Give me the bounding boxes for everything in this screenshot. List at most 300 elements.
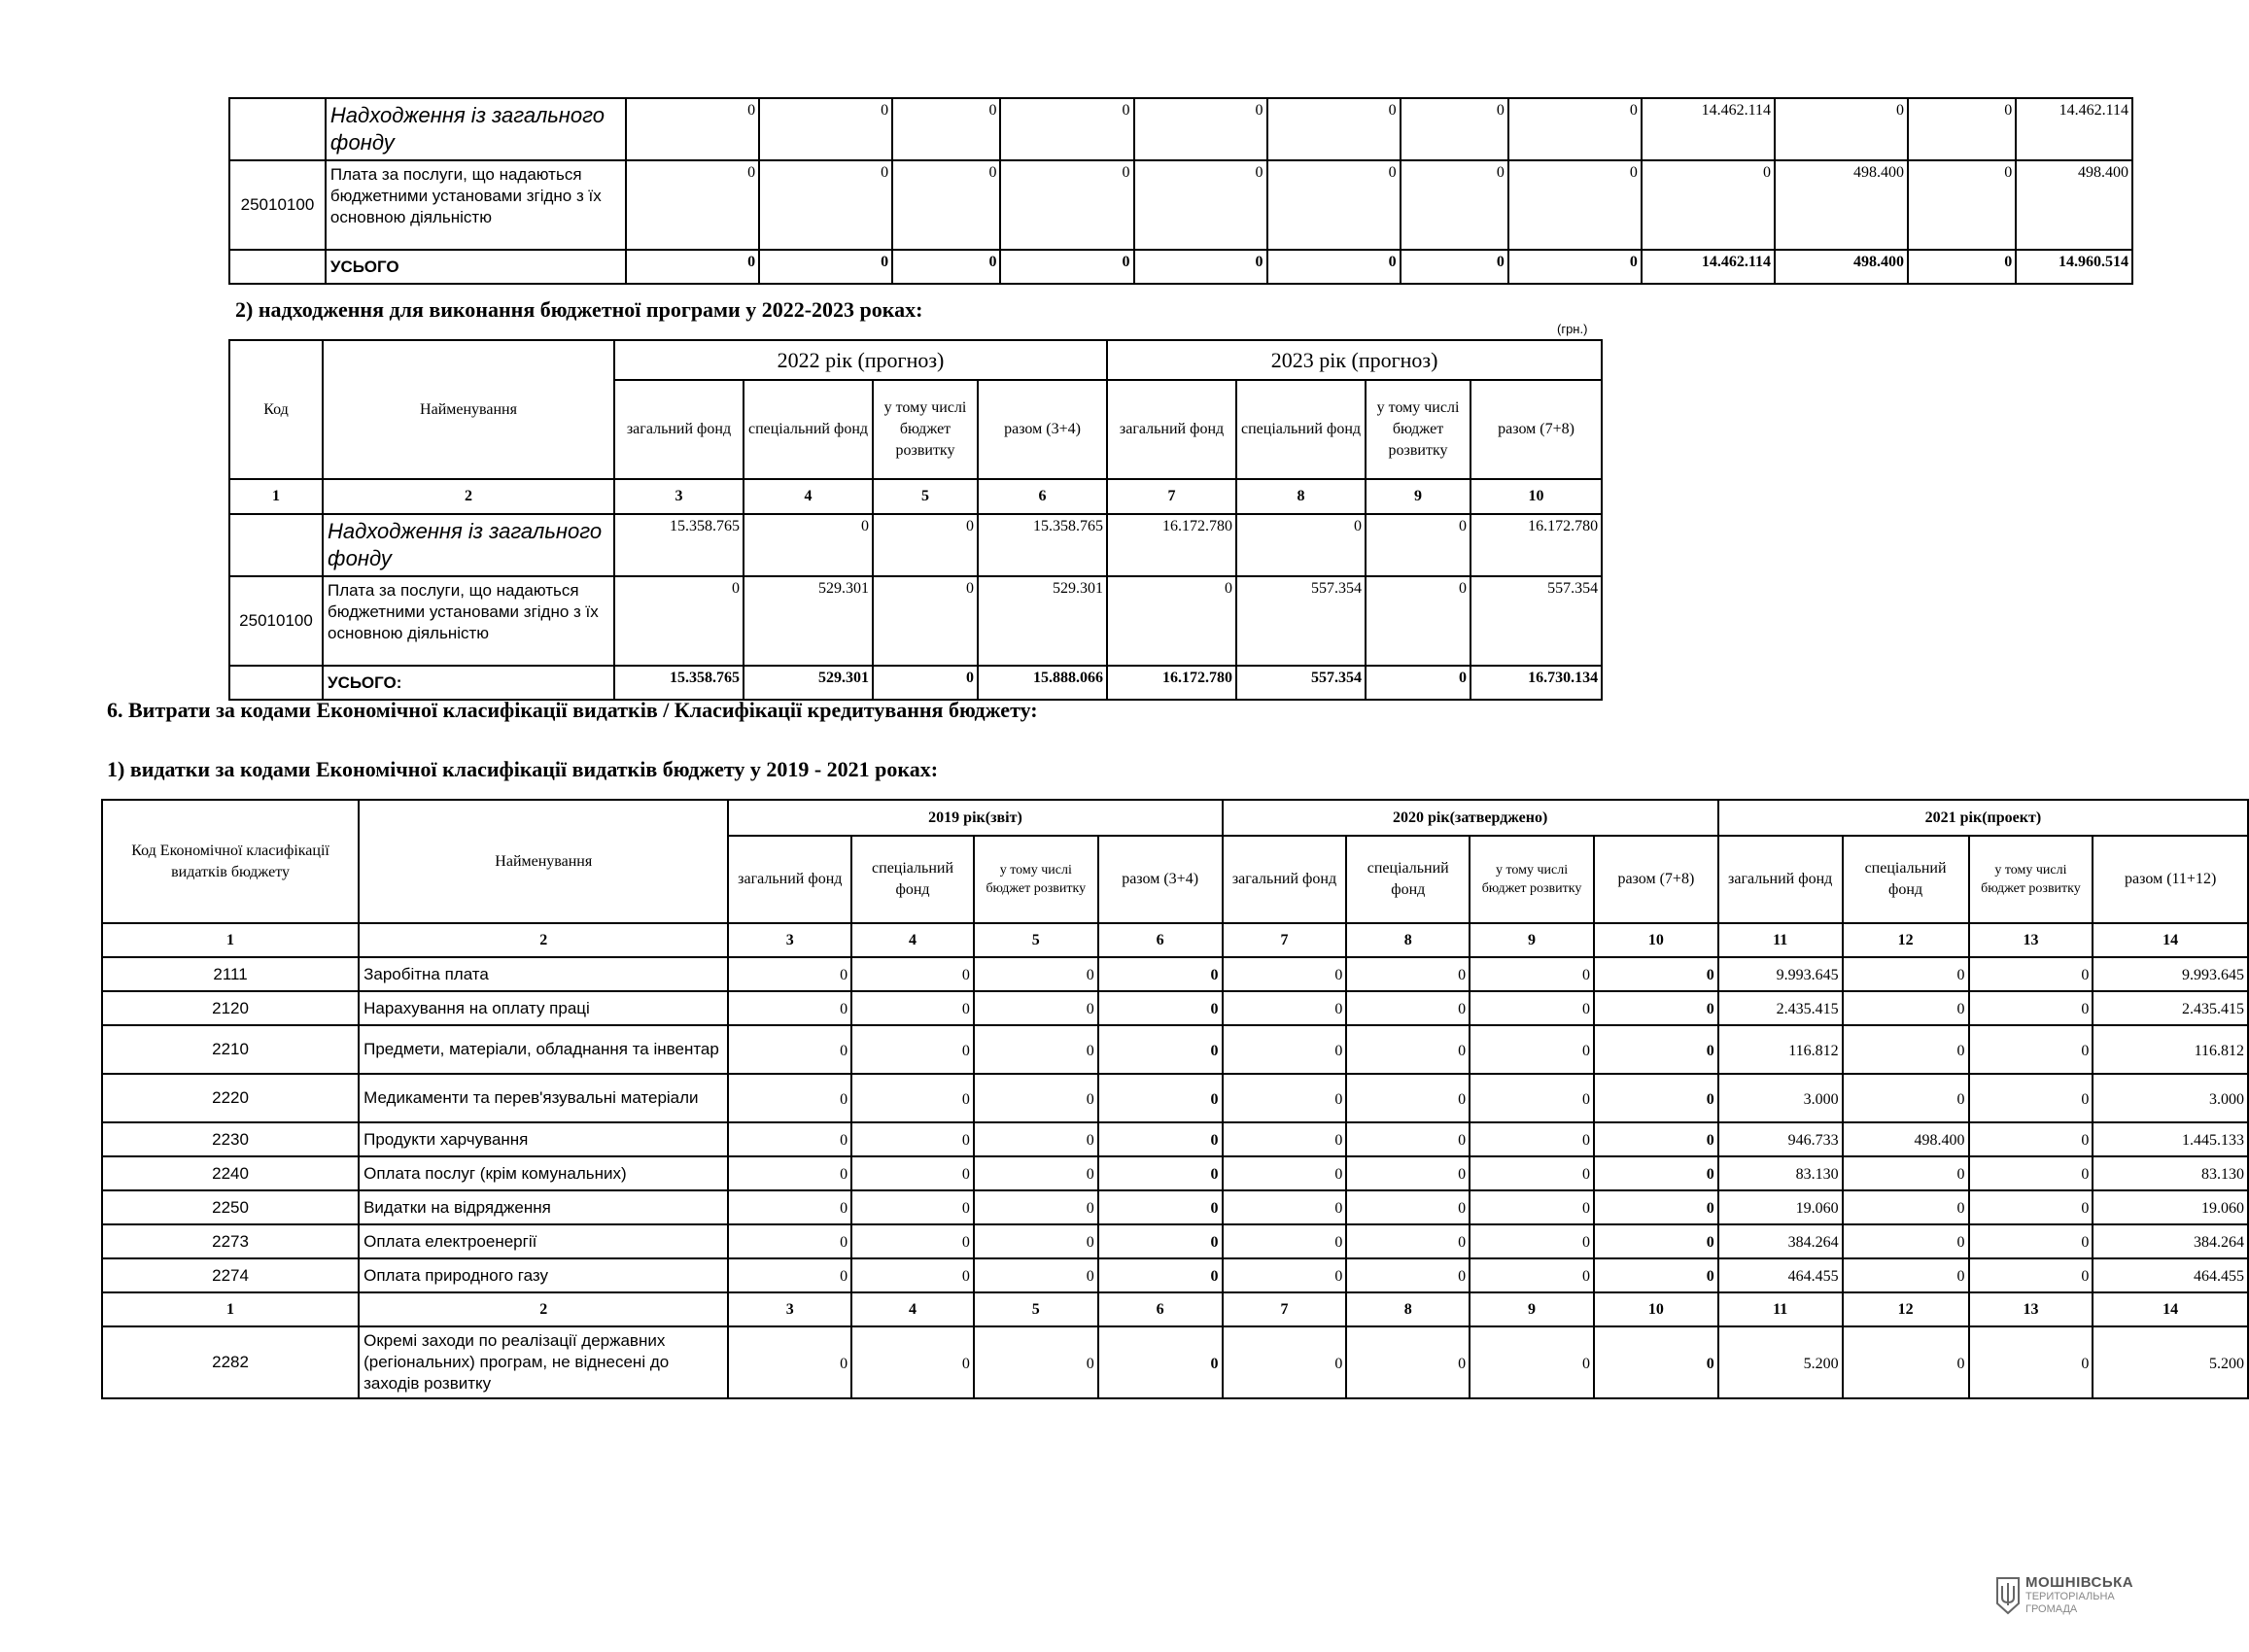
- subheader-4: спеціальний фонд: [744, 380, 873, 479]
- value-cell: 14.462.114: [1642, 250, 1775, 284]
- value-cell: 0: [974, 1156, 1098, 1190]
- value-cell: 0: [728, 1258, 851, 1292]
- subheader-3: загальний фонд: [728, 836, 851, 923]
- section-2-heading: 2) надходження для виконання бюджетної програми у 2022-2023 роках:: [235, 297, 923, 322]
- row-code: 2274: [102, 1258, 359, 1292]
- value-cell: 0: [1223, 1258, 1347, 1292]
- row-name: Надходження із загального фонду: [323, 514, 614, 576]
- value-cell: 0: [1098, 1224, 1223, 1258]
- value-cell: 83.130: [2093, 1156, 2248, 1190]
- value-cell: 0: [851, 1156, 974, 1190]
- value-cell: 0: [1470, 1258, 1594, 1292]
- value-cell: 0: [1508, 250, 1642, 284]
- row-code: 2120: [102, 991, 359, 1025]
- column-number: 7: [1223, 1292, 1347, 1326]
- value-cell: 83.130: [1718, 1156, 1843, 1190]
- value-cell: 0: [728, 1074, 851, 1122]
- value-cell: 0: [1843, 1074, 1969, 1122]
- column-number: 11: [1718, 1292, 1843, 1326]
- section-6-heading: 6. Витрати за кодами Економічної класифікації видатків / Класифікації кредитування бюджету:: [107, 698, 1038, 722]
- value-cell: 0: [1969, 1025, 2093, 1074]
- value-cell: 0: [1969, 1224, 2093, 1258]
- subheader-7: загальний фонд: [1223, 836, 1347, 923]
- value-cell: 0: [626, 160, 759, 250]
- table-row: [229, 98, 2132, 160]
- table-row: [102, 1074, 2248, 1122]
- column-number: 4: [851, 923, 974, 957]
- value-cell: 0: [1594, 1258, 1718, 1292]
- value-cell: 498.400: [1843, 1122, 1969, 1156]
- income-2021-table: [228, 97, 2133, 285]
- value-cell: 464.455: [2093, 1258, 2248, 1292]
- value-cell: 3.000: [2093, 1074, 2248, 1122]
- value-cell: 0: [1223, 1224, 1347, 1258]
- value-cell: 0: [728, 957, 851, 991]
- value-cell: 0: [1969, 1326, 2093, 1398]
- expenses-table-clip: [101, 799, 2244, 1406]
- table-row: [229, 160, 2132, 250]
- value-cell: 0: [1134, 160, 1267, 250]
- subheader-7: загальний фонд: [1107, 380, 1236, 479]
- value-cell: 16.172.780: [1470, 514, 1602, 576]
- value-cell: 0: [1098, 957, 1223, 991]
- subheader-5: у тому числі бюджет розвитку: [974, 836, 1098, 923]
- section-6-subheading: 1) видатки за кодами Економічної класифікації видатків бюджету у 2019 - 2021 роках:: [107, 757, 939, 781]
- table-row: [229, 514, 1602, 576]
- value-cell: 0: [626, 98, 759, 160]
- value-cell: 0: [974, 1224, 1098, 1258]
- value-cell: 0: [1223, 991, 1347, 1025]
- row-code: 2282: [102, 1326, 359, 1398]
- value-cell: 0: [1346, 1326, 1470, 1398]
- value-cell: 0: [1594, 1224, 1718, 1258]
- value-cell: 0: [1223, 1190, 1347, 1224]
- value-cell: 0: [851, 957, 974, 991]
- table-row: [102, 957, 2248, 991]
- year-2020-header: 2020 рік(затверджено): [1223, 800, 1718, 836]
- value-cell: 0: [892, 160, 1000, 250]
- value-cell: 0: [1098, 1258, 1223, 1292]
- value-cell: 16.172.780: [1107, 514, 1236, 576]
- column-number: 8: [1346, 1292, 1470, 1326]
- value-cell: 0: [1267, 98, 1401, 160]
- econ-code-header: Код Економічної класифікації видатків бюджету: [102, 800, 359, 923]
- value-cell: 15.358.765: [978, 514, 1107, 576]
- column-number: 1: [102, 1292, 359, 1326]
- column-number: 8: [1236, 479, 1366, 514]
- row-name: Предмети, матеріали, обладнання та інвентар: [359, 1025, 728, 1074]
- table-row: [229, 666, 1602, 700]
- value-cell: 14.462.114: [2016, 98, 2132, 160]
- column-number: 9: [1470, 923, 1594, 957]
- value-cell: 0: [1508, 160, 1642, 250]
- value-cell: 557.354: [1236, 576, 1366, 666]
- table-row: [102, 1156, 2248, 1190]
- subheader-5: у тому числі бюджет розвитку: [873, 380, 978, 479]
- value-cell: 15.358.765: [614, 514, 744, 576]
- value-cell: 0: [1223, 1074, 1347, 1122]
- value-cell: 0: [1267, 160, 1401, 250]
- trident-icon: [1994, 1576, 2022, 1615]
- value-cell: 0: [974, 1025, 1098, 1074]
- row-name: УСЬОГО: [326, 250, 626, 284]
- value-cell: 0: [614, 576, 744, 666]
- value-cell: 0: [873, 576, 978, 666]
- column-number: 10: [1470, 479, 1602, 514]
- value-cell: 0: [759, 98, 892, 160]
- row-name: Медикаменти та перев'язувальні матеріали: [359, 1074, 728, 1122]
- value-cell: 0: [1346, 1224, 1470, 1258]
- table-row: [102, 1258, 2248, 1292]
- income-2022-2023-table: [228, 339, 1603, 701]
- value-cell: 0: [1107, 576, 1236, 666]
- value-cell: 529.301: [978, 576, 1107, 666]
- value-cell: 0: [1401, 250, 1508, 284]
- value-cell: 0: [873, 514, 978, 576]
- column-number: 6: [978, 479, 1107, 514]
- row-code: [229, 250, 326, 284]
- column-number: 14: [2093, 923, 2248, 957]
- value-cell: 0: [744, 514, 873, 576]
- column-number: 14: [2093, 1292, 2248, 1326]
- value-cell: 0: [1470, 957, 1594, 991]
- value-cell: 0: [1470, 1122, 1594, 1156]
- subheader-6: разом (3+4): [1098, 836, 1223, 923]
- value-cell: 0: [1594, 1190, 1718, 1224]
- value-cell: 15.888.066: [978, 666, 1107, 700]
- row-name: Оплата послуг (крім комунальних): [359, 1156, 728, 1190]
- value-cell: 0: [759, 160, 892, 250]
- value-cell: 0: [1346, 1122, 1470, 1156]
- value-cell: 0: [1843, 1190, 1969, 1224]
- value-cell: 0: [974, 991, 1098, 1025]
- table-row: [102, 1025, 2248, 1074]
- value-cell: 1.445.133: [2093, 1122, 2248, 1156]
- column-number: 6: [1098, 923, 1223, 957]
- subheader-3: загальний фонд: [614, 380, 744, 479]
- value-cell: 0: [1594, 1122, 1718, 1156]
- value-cell: 529.301: [744, 576, 873, 666]
- value-cell: 9.993.645: [2093, 957, 2248, 991]
- column-number: 5: [974, 1292, 1098, 1326]
- subheader-9: у тому числі бюджет розвитку: [1366, 380, 1470, 479]
- value-cell: 0: [1843, 1156, 1969, 1190]
- table-row: [102, 1224, 2248, 1258]
- value-cell: 0: [851, 1074, 974, 1122]
- logo-line-1: МОШНІВСЬКА: [2025, 1574, 2134, 1591]
- year-2023-header: 2023 рік (прогноз): [1107, 340, 1602, 380]
- col-code-header: Код: [229, 340, 323, 479]
- column-number: 9: [1470, 1292, 1594, 1326]
- value-cell: 0: [974, 1122, 1098, 1156]
- table-row: [229, 250, 2132, 284]
- value-cell: 0: [1134, 250, 1267, 284]
- value-cell: 0: [851, 1224, 974, 1258]
- column-number: 3: [614, 479, 744, 514]
- value-cell: 557.354: [1470, 576, 1602, 666]
- column-number: 5: [873, 479, 978, 514]
- column-number: 5: [974, 923, 1098, 957]
- value-cell: 116.812: [2093, 1025, 2248, 1074]
- value-cell: 3.000: [1718, 1074, 1843, 1122]
- value-cell: 0: [1969, 991, 2093, 1025]
- value-cell: 0: [1366, 666, 1470, 700]
- subheader-14: разом (11+12): [2093, 836, 2248, 923]
- row-name: Продукти харчування: [359, 1122, 728, 1156]
- value-cell: 0: [851, 1025, 974, 1074]
- subheader-10: разом (7+8): [1594, 836, 1718, 923]
- value-cell: 0: [728, 1122, 851, 1156]
- row-name: Оплата природного газу: [359, 1258, 728, 1292]
- value-cell: 0: [1908, 250, 2016, 284]
- column-number: 12: [1843, 1292, 1969, 1326]
- column-number: 4: [744, 479, 873, 514]
- value-cell: 0: [974, 1190, 1098, 1224]
- row-code: 25010100: [229, 576, 323, 666]
- row-code: 2220: [102, 1074, 359, 1122]
- value-cell: 0: [1346, 1258, 1470, 1292]
- value-cell: 0: [1134, 98, 1267, 160]
- column-number: 3: [728, 1292, 851, 1326]
- value-cell: 0: [728, 1224, 851, 1258]
- column-number: 7: [1107, 479, 1236, 514]
- value-cell: 0: [1098, 1122, 1223, 1156]
- row-code: [229, 666, 323, 700]
- value-cell: 0: [851, 1190, 974, 1224]
- value-cell: 0: [1223, 957, 1347, 991]
- row-code: 2273: [102, 1224, 359, 1258]
- value-cell: 0: [1366, 514, 1470, 576]
- value-cell: 5.200: [2093, 1326, 2248, 1398]
- value-cell: 0: [1642, 160, 1775, 250]
- column-number: 6: [1098, 1292, 1223, 1326]
- income-2022-2023-table-clip: [228, 339, 1602, 693]
- value-cell: 946.733: [1718, 1122, 1843, 1156]
- value-cell: 0: [1223, 1025, 1347, 1074]
- value-cell: 0: [1223, 1122, 1347, 1156]
- column-number: 2: [359, 923, 728, 957]
- value-cell: 0: [1508, 98, 1642, 160]
- value-cell: 0: [1908, 160, 2016, 250]
- logo-line-2: ТЕРИТОРІАЛЬНА: [2025, 1591, 2115, 1602]
- value-cell: 0: [1098, 1025, 1223, 1074]
- row-code: 2111: [102, 957, 359, 991]
- row-name: Заробітна плата: [359, 957, 728, 991]
- row-code: 2250: [102, 1190, 359, 1224]
- column-number: 10: [1594, 1292, 1718, 1326]
- value-cell: 0: [1843, 991, 1969, 1025]
- subheader-13: у тому числі бюджет розвитку: [1969, 836, 2093, 923]
- row-name: Плата за послуги, що надаються бюджетними установами згідно з їх основною діяльністю: [323, 576, 614, 666]
- column-number: 13: [1969, 1292, 2093, 1326]
- value-cell: 0: [1969, 1074, 2093, 1122]
- unit-label: (грн.): [1557, 322, 1588, 336]
- value-cell: 0: [1470, 1025, 1594, 1074]
- subheader-11: загальний фонд: [1718, 836, 1843, 923]
- column-number: 1: [102, 923, 359, 957]
- value-cell: 0: [728, 1156, 851, 1190]
- value-cell: 0: [1594, 1156, 1718, 1190]
- row-code: [229, 98, 326, 160]
- value-cell: 0: [892, 98, 1000, 160]
- value-cell: 0: [1346, 957, 1470, 991]
- value-cell: 0: [873, 666, 978, 700]
- value-cell: 498.400: [2016, 160, 2132, 250]
- value-cell: 0: [1098, 991, 1223, 1025]
- year-2022-header: 2022 рік (прогноз): [614, 340, 1107, 380]
- value-cell: 0: [1594, 1326, 1718, 1398]
- value-cell: 0: [1346, 1025, 1470, 1074]
- value-cell: 0: [1969, 1122, 2093, 1156]
- value-cell: 0: [1969, 1190, 2093, 1224]
- value-cell: 19.060: [2093, 1190, 2248, 1224]
- value-cell: 0: [1843, 957, 1969, 991]
- value-cell: 0: [759, 250, 892, 284]
- value-cell: 0: [728, 1326, 851, 1398]
- value-cell: 0: [1401, 160, 1508, 250]
- income-2021-table-clip: [228, 97, 2128, 278]
- value-cell: 0: [892, 250, 1000, 284]
- subheader-12: спеціальний фонд: [1843, 836, 1969, 923]
- value-cell: 0: [851, 991, 974, 1025]
- value-cell: 0: [974, 957, 1098, 991]
- table-row: [102, 1190, 2248, 1224]
- subheader-9: у тому числі бюджет розвитку: [1470, 836, 1594, 923]
- column-number: 12: [1843, 923, 1969, 957]
- value-cell: 0: [728, 1025, 851, 1074]
- value-cell: 0: [1969, 1156, 2093, 1190]
- value-cell: 9.993.645: [1718, 957, 1843, 991]
- value-cell: 0: [1000, 160, 1133, 250]
- value-cell: 0: [1594, 957, 1718, 991]
- row-name: Нарахування на оплату праці: [359, 991, 728, 1025]
- value-cell: 0: [1098, 1074, 1223, 1122]
- column-number: 3: [728, 923, 851, 957]
- table-row: [102, 991, 2248, 1025]
- column-number: 7: [1223, 923, 1347, 957]
- row-name: Окремі заходи по реалізації державних (регіональних) програм, не віднесені до заходів розвитку: [359, 1326, 728, 1398]
- column-number: 11: [1718, 923, 1843, 957]
- value-cell: 0: [1969, 957, 2093, 991]
- value-cell: 0: [1346, 1074, 1470, 1122]
- value-cell: 0: [1843, 1224, 1969, 1258]
- value-cell: 0: [1236, 514, 1366, 576]
- value-cell: 0: [851, 1122, 974, 1156]
- value-cell: 0: [1470, 1190, 1594, 1224]
- value-cell: 498.400: [1775, 250, 1908, 284]
- column-number: 4: [851, 1292, 974, 1326]
- column-number: 2: [323, 479, 614, 514]
- value-cell: 0: [1843, 1025, 1969, 1074]
- value-cell: 0: [851, 1258, 974, 1292]
- subheader-4: спеціальний фонд: [851, 836, 974, 923]
- value-cell: 0: [1223, 1326, 1347, 1398]
- subheader-8: спеціальний фонд: [1236, 380, 1366, 479]
- value-cell: 0: [1470, 1326, 1594, 1398]
- community-logo: [1994, 1574, 2134, 1617]
- value-cell: 0: [1098, 1190, 1223, 1224]
- value-cell: 15.358.765: [614, 666, 744, 700]
- value-cell: 16.172.780: [1107, 666, 1236, 700]
- subheader-6: разом (3+4): [978, 380, 1107, 479]
- row-name: Надходження із загального фонду: [326, 98, 626, 160]
- value-cell: 0: [1000, 250, 1133, 284]
- value-cell: 464.455: [1718, 1258, 1843, 1292]
- table-row: [229, 576, 1602, 666]
- value-cell: 0: [1098, 1156, 1223, 1190]
- logo-line-3: ГРОМАДА: [2025, 1603, 2078, 1615]
- value-cell: 498.400: [1775, 160, 1908, 250]
- column-number: 9: [1366, 479, 1470, 514]
- value-cell: 0: [1098, 1326, 1223, 1398]
- value-cell: 0: [1470, 1074, 1594, 1122]
- column-number: 8: [1346, 923, 1470, 957]
- value-cell: 0: [851, 1326, 974, 1398]
- value-cell: 0: [1470, 991, 1594, 1025]
- row-name: УСЬОГО:: [323, 666, 614, 700]
- year-2019-header: 2019 рік(звіт): [728, 800, 1222, 836]
- value-cell: 2.435.415: [2093, 991, 2248, 1025]
- column-number: 1: [229, 479, 323, 514]
- value-cell: 0: [1401, 98, 1508, 160]
- column-number: 13: [1969, 923, 2093, 957]
- subheader-8: спеціальний фонд: [1346, 836, 1470, 923]
- expenses-table: [101, 799, 2249, 1399]
- value-cell: 0: [974, 1074, 1098, 1122]
- table-row: [102, 1122, 2248, 1156]
- year-2021-header: 2021 рік(проект): [1718, 800, 2248, 836]
- row-code: 2230: [102, 1122, 359, 1156]
- value-cell: 0: [1843, 1326, 1969, 1398]
- col-name-header: Найменування: [323, 340, 614, 479]
- column-number: 10: [1594, 923, 1718, 957]
- value-cell: 0: [1223, 1156, 1347, 1190]
- value-cell: 2.435.415: [1718, 991, 1843, 1025]
- value-cell: 0: [1969, 1258, 2093, 1292]
- value-cell: 0: [728, 991, 851, 1025]
- value-cell: 0: [1470, 1156, 1594, 1190]
- value-cell: 0: [974, 1326, 1098, 1398]
- value-cell: 0: [1775, 98, 1908, 160]
- value-cell: 0: [1594, 1025, 1718, 1074]
- value-cell: 0: [1346, 991, 1470, 1025]
- value-cell: 0: [1366, 576, 1470, 666]
- value-cell: 19.060: [1718, 1190, 1843, 1224]
- value-cell: 0: [1908, 98, 2016, 160]
- row-name: Плата за послуги, що надаються бюджетними установами згідно з їх основною діяльністю: [326, 160, 626, 250]
- row-name: Оплата електроенергії: [359, 1224, 728, 1258]
- value-cell: 0: [1000, 98, 1133, 160]
- value-cell: 384.264: [1718, 1224, 1843, 1258]
- value-cell: 0: [974, 1258, 1098, 1292]
- value-cell: 0: [1843, 1258, 1969, 1292]
- value-cell: 384.264: [2093, 1224, 2248, 1258]
- value-cell: 0: [1346, 1156, 1470, 1190]
- value-cell: 0: [1346, 1190, 1470, 1224]
- value-cell: 0: [1594, 991, 1718, 1025]
- value-cell: 557.354: [1236, 666, 1366, 700]
- value-cell: 0: [1470, 1224, 1594, 1258]
- value-cell: 16.730.134: [1470, 666, 1602, 700]
- column-number: 2: [359, 1292, 728, 1326]
- value-cell: 14.960.514: [2016, 250, 2132, 284]
- row-code: [229, 514, 323, 576]
- row-name: Видатки на відрядження: [359, 1190, 728, 1224]
- value-cell: 0: [1594, 1074, 1718, 1122]
- value-cell: 0: [1267, 250, 1401, 284]
- row-code: 2240: [102, 1156, 359, 1190]
- expense-name-header: Найменування: [359, 800, 728, 923]
